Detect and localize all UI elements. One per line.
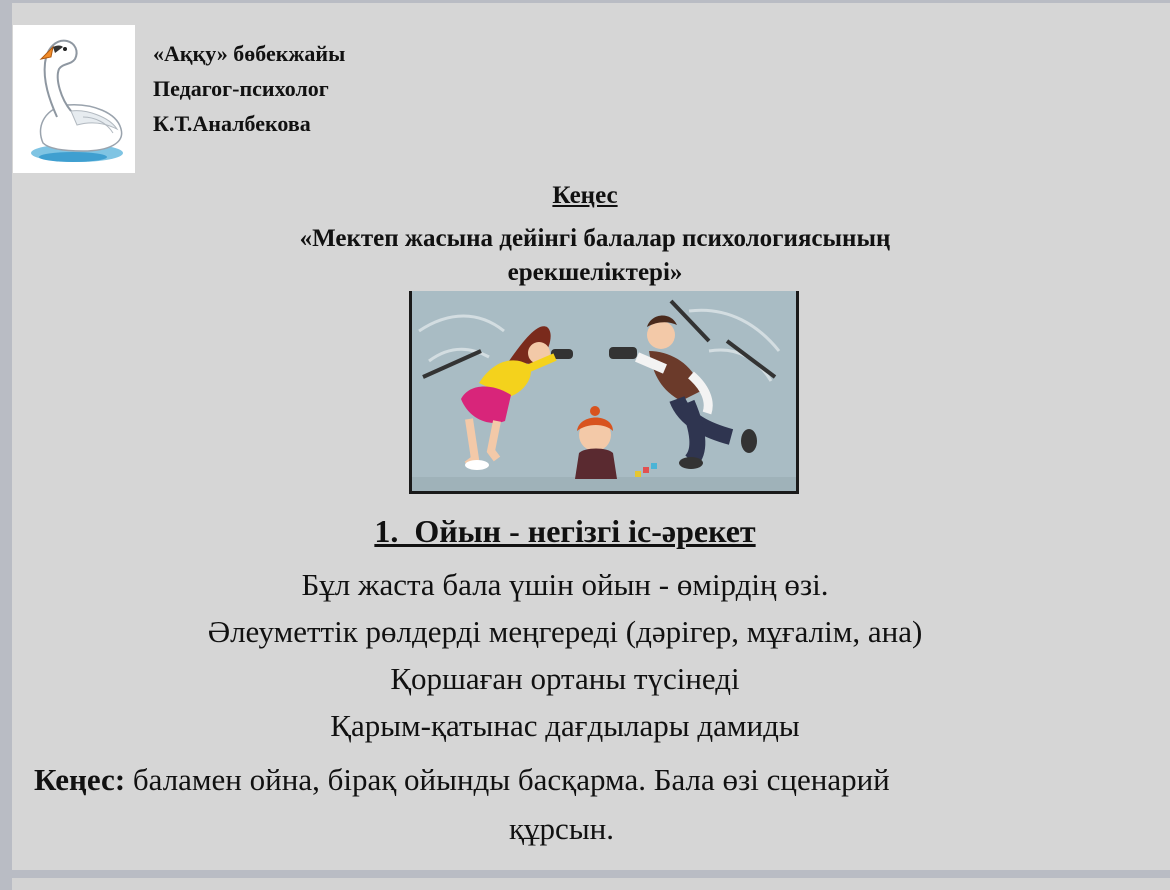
position-title: Педагог-психолог (153, 76, 329, 101)
header-block (153, 36, 345, 141)
section-heading: 1. Ойын - негізгі іс-әрекет (374, 513, 756, 549)
author-name: К.Т.Аналбекова (153, 111, 311, 136)
section-line-3: Қоршаған ортаны түсінеді (390, 661, 740, 696)
parents-with-binoculars-illustration (409, 291, 799, 494)
illustration (409, 291, 799, 494)
consultation-title-line1: «Мектеп жасына дейінгі балалар психологиясының (299, 225, 891, 252)
section-body (0, 561, 1130, 749)
next-page-edge (12, 878, 1170, 890)
advice-tail: құрсын. (509, 811, 614, 846)
section-line-2: Әлеуметтік рөлдерді меңгереді (дәрігер, мұғалім, ана) (207, 614, 923, 649)
institution-name: «Аққу» бөбекжайы (153, 41, 346, 66)
consultation-label: Кеңес (552, 182, 618, 209)
consultation-title-line2: ерекшеліктері» (507, 259, 683, 286)
consultation-title (150, 222, 1040, 290)
advice-label: Кеңес: (34, 762, 126, 797)
swan-icon (13, 25, 135, 173)
advice-paragraph (34, 755, 1119, 853)
section-line-4: Қарым-қатынас дағдылары дамиды (330, 708, 800, 743)
section-line-1: Бұл жаста бала үшін ойын - өмірдің өзі. (301, 567, 829, 602)
advice-text: баламен ойна, бірақ ойынды басқарма. Бала өзі сценарий (125, 762, 890, 797)
swan-logo (13, 25, 135, 173)
